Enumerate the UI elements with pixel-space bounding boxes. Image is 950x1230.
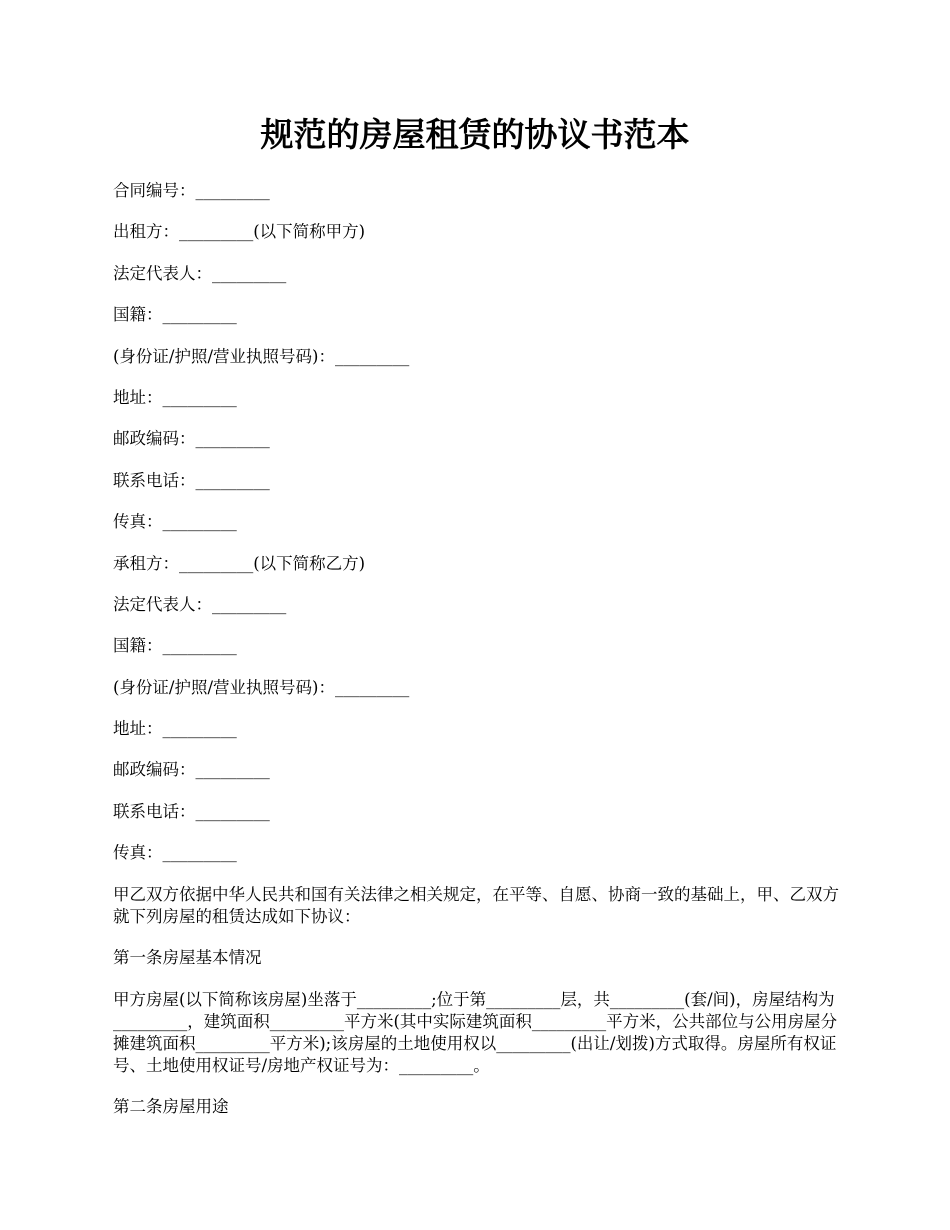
lessee-id-number-field: (身份证/护照/营业执照号码)：_________ [113, 677, 410, 697]
intro-paragraph: 甲乙双方依据中华人民共和国有关法律之相关规定，在平等、自愿、协商一致的基础上，甲、乙双方就下列房屋的租赁达成如下协议： [113, 884, 839, 926]
article-1-heading: 第一条房屋基本情况 [113, 948, 262, 968]
lessee-phone-field: 联系电话：_________ [113, 801, 270, 821]
article-2-heading: 第二条房屋用途 [113, 1097, 229, 1117]
lessor-nationality-field: 国籍：_________ [113, 305, 237, 325]
contract-number-field: 合同编号：_________ [113, 181, 270, 200]
lessee-fax-field: 传真：_________ [113, 843, 237, 863]
lessor-phone-field: 联系电话：_________ [113, 470, 270, 490]
lessor-legal-representative-field: 法定代表人：_________ [113, 263, 287, 283]
lessee-address-field: 地址：_________ [113, 719, 237, 739]
lessee-field: 承租方：_________(以下简称乙方) [113, 553, 366, 573]
document-body [113, 180, 843, 1138]
lessee-legal-representative-field: 法定代表人：_________ [113, 594, 287, 614]
lessor-postal-code-field: 邮政编码：_________ [113, 429, 270, 449]
article-1-body: 甲方房屋(以下简称该房屋)坐落于_________;位于第_________层，共_________(套/间)，房屋结构为_________，建筑面积_________平方米(其中实际建筑面积_________平方米，公共部位与公用房屋分摊建筑面积_________平方米);该房屋的土地使用权以_________(出让/划拨)方式取得。房屋所有权证号、土地使用权证号/房地产权证号为：_________。 [113, 989, 838, 1075]
lessor-id-number-field: (身份证/护照/营业执照号码)：_________ [113, 346, 410, 366]
lessee-postal-code-field: 邮政编码：_________ [113, 760, 270, 780]
lessor-field: 出租方：_________(以下简称甲方) [113, 222, 366, 242]
lessee-nationality-field: 国籍：_________ [113, 636, 237, 656]
lessor-fax-field: 传真：_________ [113, 512, 237, 532]
lessor-address-field: 地址：_________ [113, 387, 237, 407]
document-title: 规范的房屋租赁的协议书范本 [260, 115, 690, 154]
